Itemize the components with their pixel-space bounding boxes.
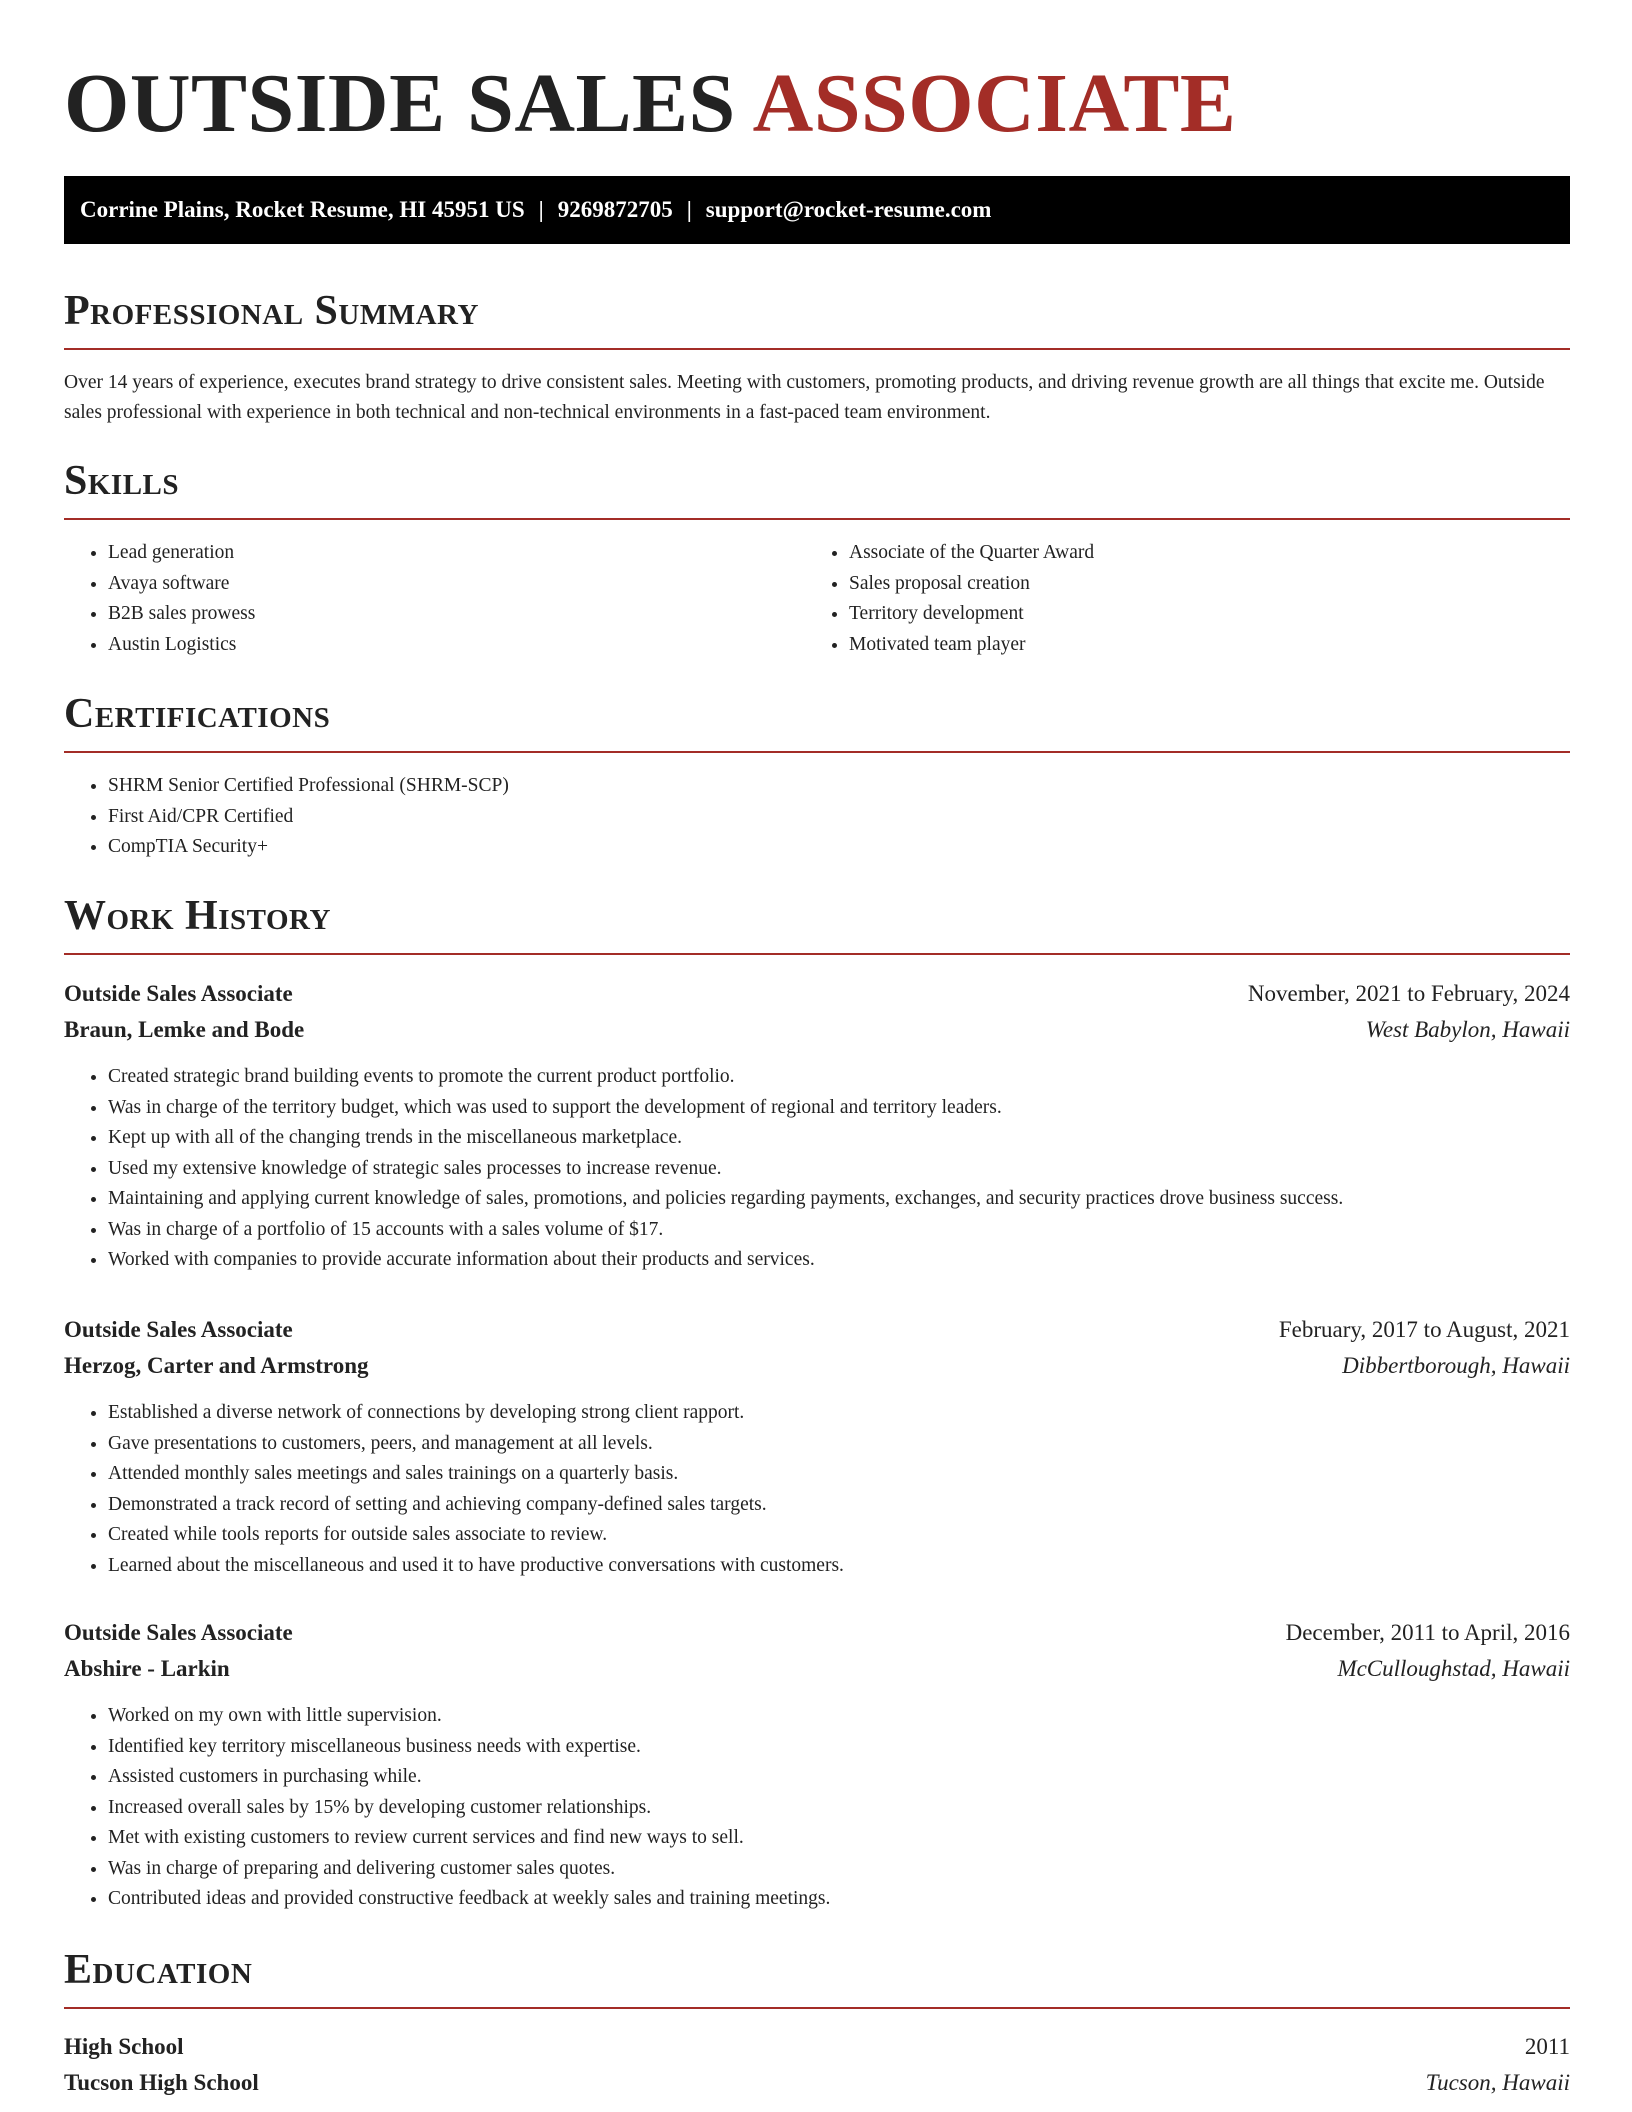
job-bullet: • Used my extensive knowledge of strategic sales processes to increase revenue. <box>108 1154 1570 1185</box>
section-heading-education: Education <box>64 1947 253 1993</box>
job-location: West Babylon, Hawaii <box>1365 1017 1570 1042</box>
section-heading-summary: Professional Summary <box>64 288 479 334</box>
skill-item: • Territory development <box>849 599 1546 630</box>
job-entry <box>64 976 1570 1276</box>
skill-item: • Austin Logistics <box>108 630 805 661</box>
job-bullet: • Established a diverse network of connections by developing strong client rapport. <box>108 1398 1570 1429</box>
job-bullet: • Created while tools reports for outside sales associate to review. <box>108 1520 1570 1551</box>
job-location: McCulloughstad, Hawaii <box>1337 1656 1570 1681</box>
education-school: Tucson High School <box>64 2070 259 2095</box>
skill-item: • B2B sales prowess <box>108 599 805 630</box>
education-section <box>64 1945 1570 2009</box>
job-title: Outside Sales Associate <box>64 1620 293 1645</box>
job-title: Outside Sales Associate <box>64 981 293 1006</box>
job-bullet: • Demonstrated a track record of setting and achieving company-defined sales targets. <box>108 1490 1570 1521</box>
skill-item: • Avaya software <box>108 569 805 600</box>
contact-email: support@rocket-resume.com <box>705 197 992 222</box>
contact-separator: | <box>538 197 544 222</box>
education-degree: High School <box>64 2034 184 2059</box>
job-bullet: • Maintaining and applying current knowledge of sales, promotions, and policies regarding payments, exchanges, and security practices drove business success. <box>108 1184 1570 1215</box>
skills-section <box>64 456 1570 660</box>
section-divider <box>64 348 1570 350</box>
contact-bar <box>64 176 1570 244</box>
job-bullet: • Was in charge of the territory budget, which was used to support the development of regional and territory leaders. <box>108 1093 1570 1124</box>
job-dates: December, 2011 to April, 2016 <box>1285 1620 1570 1645</box>
job-entry <box>64 1615 1570 1915</box>
certification-item: • SHRM Senior Certified Professional (SHRM-SCP) <box>108 771 1570 802</box>
job-dates: November, 2021 to February, 2024 <box>1247 981 1570 1006</box>
certifications-section <box>64 689 1570 863</box>
skill-item: • Lead generation <box>108 538 805 569</box>
skills-column-right <box>805 538 1546 660</box>
job-bullet: • Worked on my own with little supervision. <box>108 1701 1570 1732</box>
job-bullet: • Met with existing customers to review current services and find new ways to sell. <box>108 1823 1570 1854</box>
job-bullet: • Contributed ideas and provided constructive feedback at weekly sales and training meetings. <box>108 1884 1570 1915</box>
skill-item: • Sales proposal creation <box>849 569 1546 600</box>
section-divider <box>64 518 1570 520</box>
job-dates: February, 2017 to August, 2021 <box>1278 1317 1570 1342</box>
job-entry <box>64 1312 1570 1581</box>
job-company: Herzog, Carter and Armstrong <box>64 1353 369 1378</box>
contact-separator: | <box>686 197 692 222</box>
certifications-list <box>64 771 1570 863</box>
job-bullet: • Kept up with all of the changing trends in the miscellaneous marketplace. <box>108 1123 1570 1154</box>
job-bullet: • Identified key territory miscellaneous business needs with expertise. <box>108 1732 1570 1763</box>
section-heading-skills: Skills <box>64 458 180 504</box>
skills-column-left <box>64 538 805 660</box>
summary-text: Over 14 years of experience, executes brand strategy to drive consistent sales. Meeting with customers, promoting products, and driving revenue growth are all things that excite me. Outside sales professional with experience in both technical and non-technical environments in a fast-paced team environment. <box>64 372 1545 423</box>
resume-title <box>64 56 1236 152</box>
section-divider <box>64 953 1570 955</box>
contact-phone: 9269872705 <box>557 197 673 222</box>
job-company: Abshire - Larkin <box>64 1656 230 1681</box>
work-history-section <box>64 891 1570 955</box>
job-bullet: • Learned about the miscellaneous and used it to have productive conversations with customers. <box>108 1551 1570 1582</box>
job-bullet: • Was in charge of a portfolio of 15 accounts with a sales volume of $17. <box>108 1215 1570 1246</box>
skill-item: • Motivated team player <box>849 630 1546 661</box>
job-bullet: • Was in charge of preparing and delivering customer sales quotes. <box>108 1854 1570 1885</box>
education-entry <box>64 2029 1570 2101</box>
job-bullet: • Assisted customers in purchasing while. <box>108 1762 1570 1793</box>
job-location: Dibbertborough, Hawaii <box>1342 1353 1570 1378</box>
certification-item: • CompTIA Security+ <box>108 832 1570 863</box>
contact-address: Corrine Plains, Rocket Resume, HI 45951 US <box>80 197 525 222</box>
job-bullet: • Attended monthly sales meetings and sales trainings on a quarterly basis. <box>108 1459 1570 1490</box>
summary-section <box>64 286 1570 428</box>
job-bullet: • Created strategic brand building events to promote the current product portfolio. <box>108 1062 1570 1093</box>
title-main: OUTSIDE SALES <box>64 57 736 150</box>
section-divider <box>64 2007 1570 2009</box>
skills-columns <box>64 538 1570 660</box>
section-divider <box>64 751 1570 753</box>
education-year: 2011 <box>1524 2034 1570 2059</box>
job-company: Braun, Lemke and Bode <box>64 1017 305 1042</box>
skill-item: • Associate of the Quarter Award <box>849 538 1546 569</box>
job-bullet: • Worked with companies to provide accurate information about their products and services. <box>108 1245 1570 1276</box>
title-accent: ASSOCIATE <box>752 57 1237 150</box>
section-heading-work-history: Work History <box>64 893 331 939</box>
job-title: Outside Sales Associate <box>64 1317 293 1342</box>
section-heading-certifications: Certifications <box>64 691 331 737</box>
certification-item: • First Aid/CPR Certified <box>108 802 1570 833</box>
education-location: Tucson, Hawaii <box>1425 2070 1570 2095</box>
job-bullet: • Increased overall sales by 15% by developing customer relationships. <box>108 1793 1570 1824</box>
job-bullet: • Gave presentations to customers, peers, and management at all levels. <box>108 1429 1570 1460</box>
